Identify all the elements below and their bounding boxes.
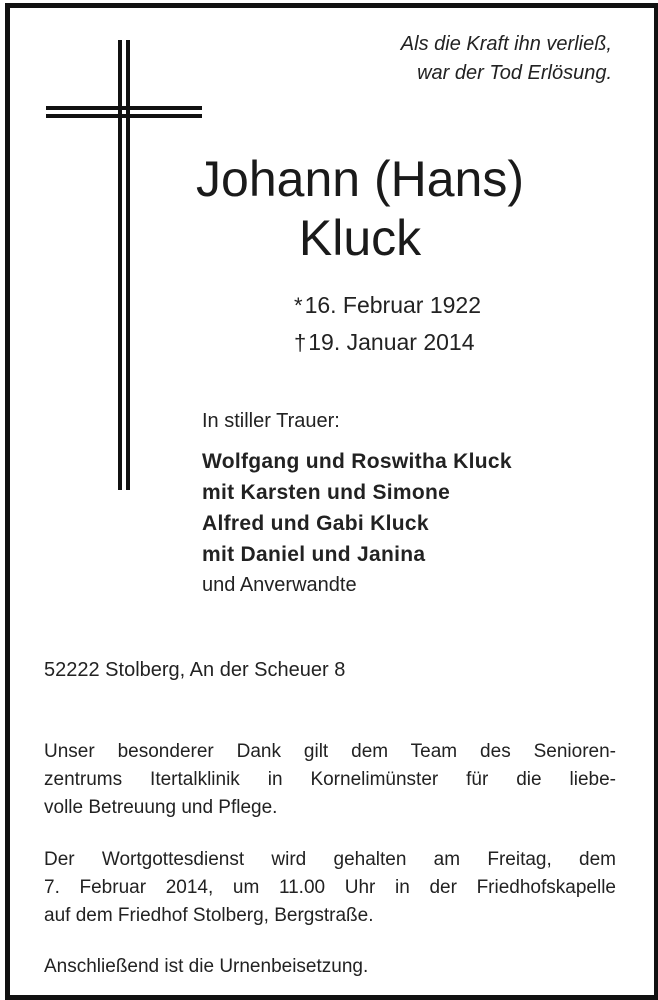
deceased-name-line-2: Kluck [298, 210, 422, 266]
motto-line-2: war der Tod Erlösung. [417, 62, 612, 84]
mourner-name: mit Daniel und Janina [202, 543, 426, 566]
service-line: 7. Februar 2014, um 11.00 Uhr in der Friedhofskapelle [44, 877, 616, 898]
thanks-paragraph [44, 738, 616, 822]
urn-line: Anschließend ist die Urnenbeisetzung. [44, 956, 369, 977]
service-line: auf dem Friedhof Stolberg, Bergstraße. [44, 905, 374, 926]
mourner-name: Alfred und Gabi Kluck [202, 512, 429, 535]
thanks-line: zentrums Itertalklinik in Kornelimünster für die liebe- [44, 769, 616, 790]
mourners-intro: In stiller Trauer: [202, 410, 340, 432]
birth-date-row [294, 287, 481, 324]
life-dates [294, 287, 481, 361]
mourner-name: mit Karsten und Simone [202, 481, 451, 504]
birth-symbol: * [294, 293, 303, 318]
thanks-line: volle Betreuung und Pflege. [44, 797, 278, 818]
mourner-name: Wolfgang und Roswitha Kluck [202, 450, 512, 473]
motto-line-1: Als die Kraft ihn verließ, [400, 33, 612, 55]
death-date: 19. Januar 2014 [308, 329, 475, 355]
address: 52222 Stolberg, An der Scheuer 8 [44, 659, 346, 681]
birth-date: 16. Februar 1922 [304, 292, 482, 318]
mourners-block [202, 406, 512, 601]
urn-paragraph [44, 953, 616, 981]
mourners-closing: und Anverwandte [202, 574, 357, 596]
death-symbol: † [294, 330, 307, 355]
thanks-line: Unser besonderer Dank gilt dem Team des Senioren- [44, 741, 616, 762]
motto [401, 30, 612, 88]
deceased-name [170, 150, 550, 268]
death-date-row [294, 324, 481, 361]
deceased-name-line-1: Johann (Hans) [196, 151, 524, 207]
service-line: Der Wortgottesdienst wird gehalten am Freitag, dem [44, 849, 616, 870]
service-paragraph [44, 846, 616, 930]
